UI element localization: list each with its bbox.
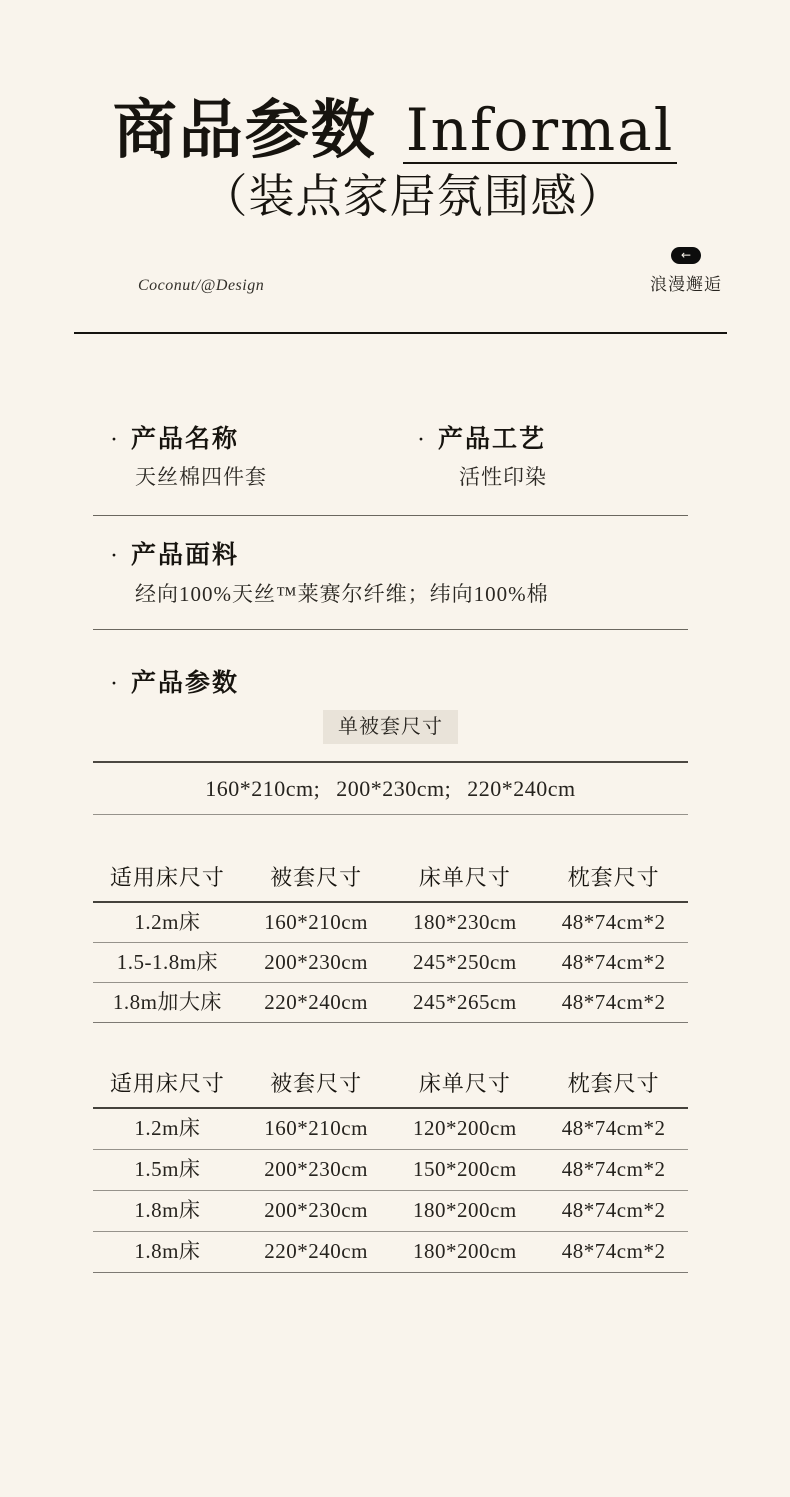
cell-duvet-size: 200*230cm [264, 1157, 368, 1182]
cell-pillow-size: 48*74cm*2 [561, 1198, 666, 1223]
tagline-block [650, 247, 722, 295]
product-craft-label: 产品工艺 [438, 425, 547, 453]
tagline-text: 浪漫邂逅 [650, 274, 722, 294]
product-fabric-label: 产品面料 [131, 542, 240, 570]
size-table-b [93, 1023, 688, 1273]
cell-sheet-size: 180*230cm [413, 909, 517, 934]
cell-pillow-size: 48*74cm*2 [561, 949, 666, 974]
col-header: 被套尺寸 [270, 864, 363, 890]
table-row [93, 983, 688, 1023]
product-name-value: 天丝棉四件套 [135, 465, 267, 490]
cell-duvet-size: 200*230cm [264, 949, 368, 974]
bullet-icon: · [110, 426, 118, 453]
col-header: 被套尺寸 [270, 1070, 363, 1096]
duvet-size-item: 200*230cm; [336, 775, 452, 801]
table-header-row [93, 1023, 688, 1107]
page-subtitle: （装点家居氛围感） [201, 171, 625, 223]
cell-duvet-size: 220*240cm [264, 989, 368, 1014]
col-header: 适用床尺寸 [109, 1070, 225, 1096]
cell-bed-size: 1.2m床 [134, 1116, 201, 1141]
section-product-fabric [93, 542, 688, 606]
page-title-cn: 商品参数 [112, 95, 377, 166]
cell-bed-size: 1.5m床 [134, 1157, 201, 1182]
section-name-craft [93, 426, 688, 490]
section-product-craft [417, 426, 688, 490]
product-params-label: 产品参数 [131, 670, 240, 698]
section-divider [93, 629, 688, 630]
header-divider [74, 332, 727, 334]
col-header: 适用床尺寸 [109, 864, 225, 890]
cell-pillow-size: 48*74cm*2 [561, 989, 666, 1014]
col-header: 枕套尺寸 [567, 864, 660, 890]
table-row [93, 1109, 688, 1150]
bullet-icon: · [110, 543, 118, 570]
cell-duvet-size: 160*210cm [264, 909, 368, 934]
left-arrow-glyph: ← [680, 248, 692, 263]
table-row [93, 1150, 688, 1191]
product-parameters-page [0, 97, 790, 1497]
cell-bed-size: 1.8m加大床 [112, 989, 222, 1014]
page-title-en: Informal [403, 100, 678, 164]
table-header-row [93, 815, 688, 901]
bullet-icon: · [110, 671, 118, 698]
cell-sheet-size: 120*200cm [413, 1116, 517, 1141]
product-name-label: 产品名称 [131, 425, 240, 453]
cell-sheet-size: 150*200cm [413, 1157, 517, 1182]
cell-pillow-size: 48*74cm*2 [561, 1239, 666, 1264]
section-product-params [93, 670, 688, 698]
table-row [93, 1191, 688, 1232]
cell-duvet-size: 160*210cm [264, 1116, 368, 1141]
page-title [0, 97, 790, 164]
duvet-size-tag: 单被套尺寸 [323, 710, 458, 744]
cell-sheet-size: 245*250cm [413, 949, 517, 974]
cell-sheet-size: 180*200cm [413, 1198, 517, 1223]
product-fabric-value: 经向100%天丝™莱赛尔纤维；纬向100%棉 [135, 581, 549, 606]
duvet-sizes-row [93, 763, 688, 814]
cell-sheet-size: 180*200cm [413, 1239, 517, 1264]
designer-credit: Coconut/@Design [138, 276, 265, 294]
table-row [93, 1232, 688, 1273]
table-row [93, 903, 688, 943]
duvet-size-item: 220*240cm [467, 775, 576, 801]
content-area [93, 426, 688, 1273]
bullet-icon: · [417, 426, 425, 453]
cell-pillow-size: 48*74cm*2 [561, 909, 666, 934]
credit-row [74, 247, 730, 295]
cell-bed-size: 1.5-1.8m床 [116, 949, 219, 974]
cell-duvet-size: 200*230cm [264, 1198, 368, 1223]
duvet-size-item: 160*210cm; [205, 775, 321, 801]
col-header: 床单尺寸 [418, 864, 511, 890]
cell-bed-size: 1.8m床 [134, 1198, 201, 1223]
left-arrow-icon [671, 247, 701, 264]
cell-duvet-size: 220*240cm [264, 1239, 368, 1264]
cell-pillow-size: 48*74cm*2 [561, 1157, 666, 1182]
size-table-a [93, 815, 688, 1023]
cell-bed-size: 1.2m床 [134, 909, 201, 934]
table-row [93, 943, 688, 983]
col-header: 枕套尺寸 [567, 1070, 660, 1096]
section-product-name [93, 426, 417, 490]
cell-bed-size: 1.8m床 [134, 1239, 201, 1264]
col-header: 床单尺寸 [418, 1070, 511, 1096]
cell-sheet-size: 245*265cm [413, 989, 517, 1014]
section-divider [93, 515, 688, 516]
cell-pillow-size: 48*74cm*2 [561, 1116, 666, 1141]
product-craft-value: 活性印染 [459, 465, 547, 490]
